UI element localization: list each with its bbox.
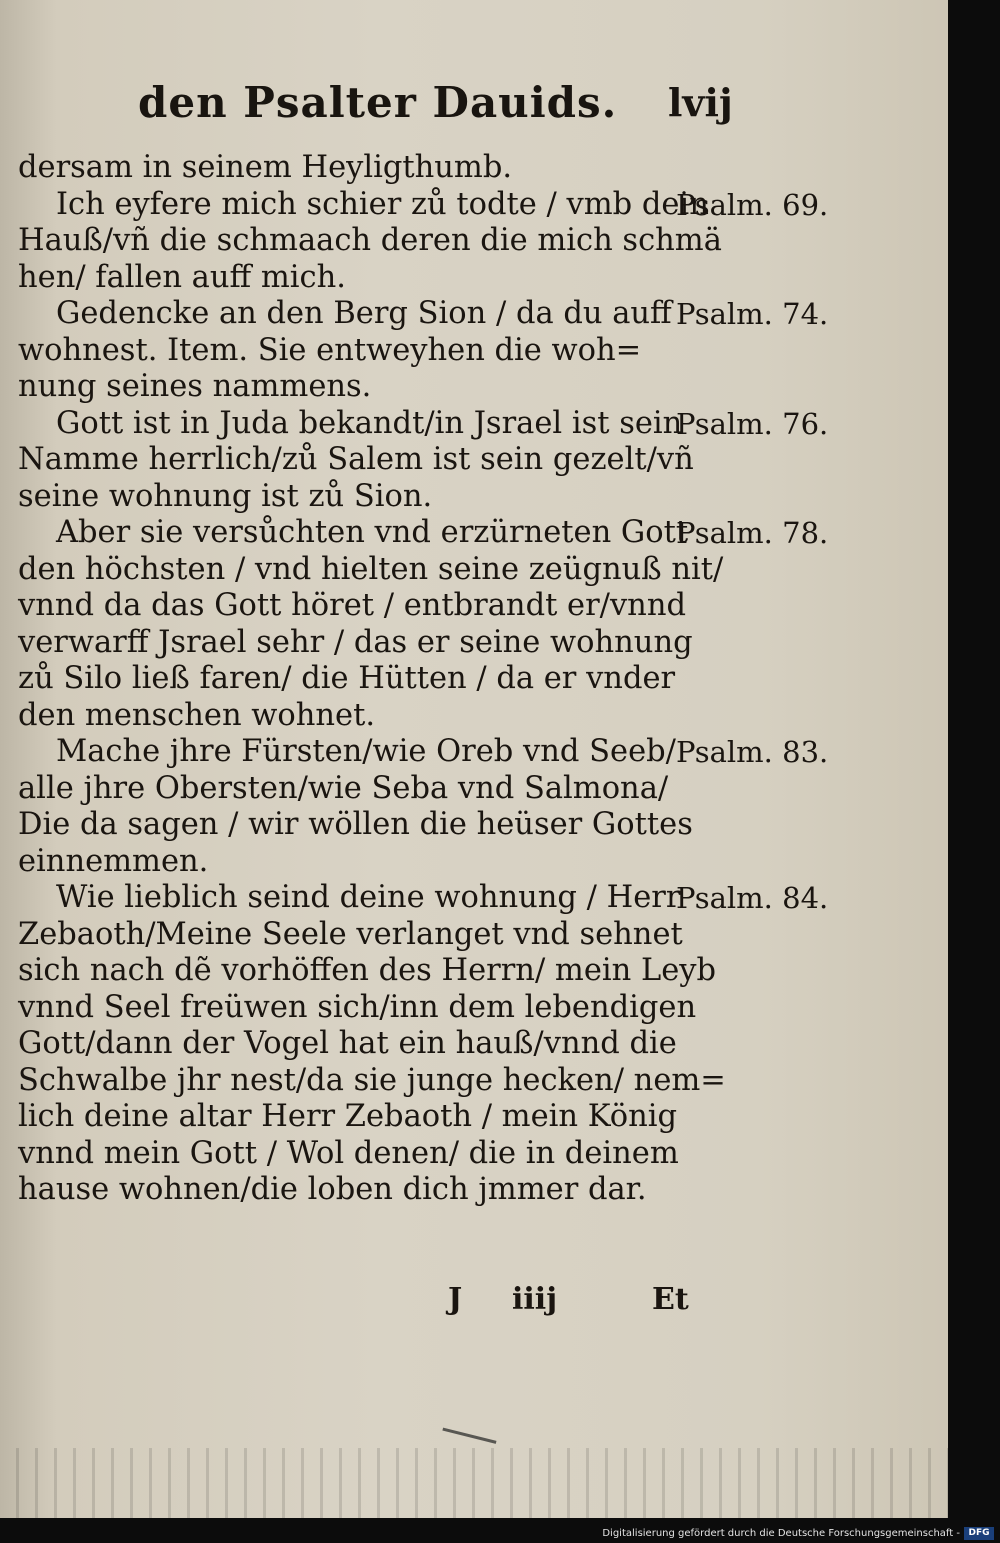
text-line <box>18 479 918 516</box>
marginal-reference: Psalm. 69. <box>676 187 829 222</box>
text-line <box>18 552 918 589</box>
catchline <box>448 1282 688 1322</box>
line-text: vnnd mein Gott / Wol denen/ die in deinem <box>18 1135 679 1171</box>
line-text: den höchsten / vnd hielten seine zeügnuß nit/ <box>18 551 724 587</box>
text-line <box>18 661 918 698</box>
signature-number: iiij <box>512 1282 558 1317</box>
marginal-reference: Psalm. 78. <box>676 516 829 550</box>
marginal-reference: Psalm. 74. <box>676 297 829 331</box>
text-line <box>18 406 918 443</box>
text-line <box>18 1099 918 1136</box>
text-line <box>18 880 918 917</box>
line-text: Gedencke an den Berg Sion / da du auff <box>56 296 672 331</box>
marginal-reference: Psalm. 76. <box>676 406 829 441</box>
line-text: Aber sie versůchten vnd erzürneten Gott <box>56 515 689 550</box>
dfg-logo: DFG <box>964 1527 994 1540</box>
text-line <box>18 1136 918 1173</box>
line-text: alle jhre Obersten/wie Seba vnd Salmona/ <box>18 770 669 806</box>
line-text: Zebaoth/Meine Seele verlanget vnd sehnet <box>18 916 683 952</box>
text-line <box>18 588 918 625</box>
line-text: vnnd Seel freüwen sich/inn dem lebendigen <box>18 989 697 1025</box>
text-line <box>18 990 918 1027</box>
text-line <box>18 515 918 552</box>
line-text: seine wohnung ist zů Sion. <box>18 478 433 514</box>
line-text: lich deine altar Herr Zebaoth / mein König <box>18 1099 677 1134</box>
line-text: sich nach dẽ vorhöffen des Herrn/ mein Leyb <box>18 953 717 988</box>
text-line <box>18 1172 918 1209</box>
line-text: hen/ fallen auff mich. <box>18 259 346 295</box>
text-line <box>18 150 918 187</box>
text-line <box>18 734 918 771</box>
text-line <box>18 844 918 881</box>
text-line <box>18 1063 918 1100</box>
text-line <box>18 698 918 735</box>
line-text: verwarff Jsrael sehr / das er seine wohnung <box>18 624 693 660</box>
line-text: Schwalbe jhr nest/da sie junge hecken/ nem= <box>18 1062 726 1098</box>
marginal-reference: Psalm. 84. <box>676 881 829 915</box>
line-text: Gott/dann der Vogel hat ein hauß/vnnd die <box>18 1026 677 1061</box>
line-text: einnemmen. <box>18 843 209 879</box>
text-line <box>18 296 918 333</box>
line-text: Hauß/vñ die schmaach deren die mich schmä <box>18 223 722 258</box>
line-text: Wie lieblich seind deine wohnung / Herr <box>56 880 681 915</box>
line-text: zů Silo ließ faren/ die Hütten / da er vnder <box>18 661 676 696</box>
text-line <box>18 771 918 808</box>
line-text: dersam in seinem Heyligthumb. <box>18 150 513 185</box>
line-text: Gott ist in Juda bekandt/in Jsrael ist sein <box>56 405 683 441</box>
running-head: den Psalter Dauids. <box>138 78 618 127</box>
funding-credit: Digitalisierung gefördert durch die Deutsche Forschungsgemeinschaft - <box>602 1528 960 1539</box>
line-text: vnnd da das Gott höret / entbrandt er/vnnd <box>18 588 686 623</box>
line-text: Namme herrlich/zů Salem ist sein gezelt/vñ <box>18 442 694 477</box>
marginal-reference: Psalm. 83. <box>676 735 829 769</box>
footer-bar <box>0 1526 1000 1543</box>
text-line <box>18 260 918 297</box>
line-text: Mache jhre Fürsten/wie Oreb vnd Seeb/ <box>56 734 676 769</box>
body-text <box>18 150 918 1209</box>
text-line <box>18 333 918 370</box>
text-line <box>18 953 918 990</box>
line-text: Ich eyfere mich schier zů todte / vmb dein <box>56 186 709 222</box>
text-line <box>18 625 918 662</box>
text-line <box>18 442 918 479</box>
text-line <box>18 807 918 844</box>
catchword: Et <box>652 1282 689 1317</box>
text-line <box>18 369 918 406</box>
text-line <box>18 917 918 954</box>
line-text: hause wohnen/die loben dich jmmer dar. <box>18 1172 647 1207</box>
signature-mark: J <box>448 1282 463 1317</box>
text-line <box>18 223 918 260</box>
line-text: nung seines nammens. <box>18 369 372 404</box>
ink-blot <box>439 1428 497 1460</box>
text-line <box>18 1026 918 1063</box>
line-text: wohnest. Item. Sie entweyhen die woh= <box>18 332 642 368</box>
folio-number: lvij <box>668 80 733 125</box>
text-line <box>18 187 918 224</box>
line-text: Die da sagen / wir wöllen die heüser Gottes <box>18 807 693 842</box>
line-text: den menschen wohnet. <box>18 697 376 733</box>
